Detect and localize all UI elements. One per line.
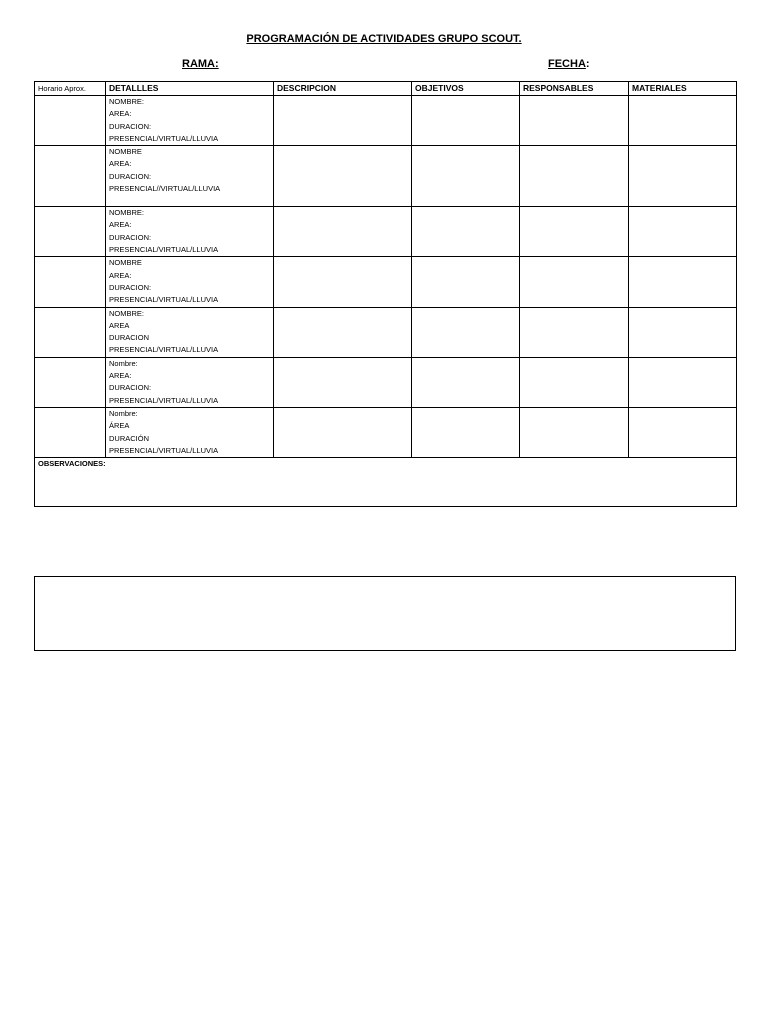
detalle-line: PRESENCIAL/VIRTUAL/LLUVIA <box>109 395 219 405</box>
table-row <box>35 357 737 407</box>
materiales-cell[interactable] <box>629 307 737 357</box>
horario-cell[interactable] <box>35 146 106 207</box>
detalle-line: AREA: <box>109 220 132 230</box>
descripcion-cell[interactable] <box>274 357 412 407</box>
detalles-cell[interactable] <box>106 146 274 207</box>
descripcion-cell[interactable] <box>274 407 412 457</box>
detalle-line: PRESENCIAL/VIRTUAL/LLUVIA <box>109 245 219 255</box>
detalles-cell[interactable] <box>106 96 274 146</box>
detalle-line: Nombre: <box>109 358 138 368</box>
detalle-line: Nombre: <box>109 408 138 418</box>
objetivos-cell[interactable] <box>412 407 520 457</box>
responsables-cell[interactable] <box>520 307 629 357</box>
detalle-line: DURACION: <box>109 383 152 393</box>
materiales-cell[interactable] <box>629 407 737 457</box>
header-horario: Horario Aprox. <box>35 82 106 96</box>
detalle-line: PRESENCIAL/VIRTUAL/LLUVIA <box>109 133 219 143</box>
detalle-line: NOMBRE: <box>109 208 145 218</box>
activities-table <box>34 81 737 507</box>
table-row <box>35 257 737 307</box>
descripcion-cell[interactable] <box>274 307 412 357</box>
detalles-cell[interactable] <box>106 357 274 407</box>
objetivos-cell[interactable] <box>412 146 520 207</box>
detalles-cell[interactable] <box>106 407 274 457</box>
horario-cell[interactable] <box>35 357 106 407</box>
header-row <box>35 82 737 96</box>
horario-cell[interactable] <box>35 96 106 146</box>
header-responsables: RESPONSABLES <box>520 82 629 96</box>
table-row <box>35 146 737 207</box>
notes-box[interactable] <box>34 576 736 651</box>
observaciones-row <box>35 458 737 507</box>
fecha-field <box>548 58 590 70</box>
detalle-line: ÁREA <box>109 421 130 431</box>
detalle-line: AREA: <box>109 270 132 280</box>
header-materiales: MATERIALES <box>629 82 737 96</box>
detalle-line: DURACIÓN <box>109 433 150 443</box>
detalle-line: NOMBRE: <box>109 97 145 106</box>
fecha-colon: : <box>585 58 590 70</box>
table-row <box>35 207 737 257</box>
materiales-cell[interactable] <box>629 207 737 257</box>
table-row <box>35 407 737 457</box>
responsables-cell[interactable] <box>520 407 629 457</box>
descripcion-cell[interactable] <box>274 96 412 146</box>
detalle-line: NOMBRE: <box>109 308 145 318</box>
detalle-line: PRESENCIAL/VIRTUAL/LLUVIA <box>109 345 219 355</box>
descripcion-cell[interactable] <box>274 207 412 257</box>
responsables-cell[interactable] <box>520 257 629 307</box>
descripcion-cell[interactable] <box>274 257 412 307</box>
detalle-line: AREA <box>109 320 130 330</box>
responsables-cell[interactable] <box>520 357 629 407</box>
rama-label: RAMA: <box>182 58 219 70</box>
detalle-line: DURACION: <box>109 232 152 242</box>
detalle-line: PRESENCIAL/VIRTUAL/LLUVIA <box>109 295 219 305</box>
detalle-line: DURACION: <box>109 121 152 131</box>
objetivos-cell[interactable] <box>412 207 520 257</box>
horario-cell[interactable] <box>35 257 106 307</box>
descripcion-cell[interactable] <box>274 146 412 207</box>
objetivos-cell[interactable] <box>412 357 520 407</box>
detalle-line: AREA: <box>109 371 132 381</box>
horario-cell[interactable] <box>35 407 106 457</box>
document-title: PROGRAMACIÓN DE ACTIVIDADES GRUPO SCOUT. <box>246 33 522 45</box>
detalle-line: AREA: <box>109 109 132 119</box>
detalle-line: NOMBRE <box>109 258 142 268</box>
responsables-cell[interactable] <box>520 96 629 146</box>
detalle-line: AREA: <box>109 159 132 169</box>
header-objetivos: OBJETIVOS <box>412 82 520 96</box>
materiales-cell[interactable] <box>629 357 737 407</box>
header-detalles: DETALLLES <box>106 82 274 96</box>
detalles-cell[interactable] <box>106 207 274 257</box>
horario-cell[interactable] <box>35 307 106 357</box>
table-row <box>35 307 737 357</box>
detalle-line: PRESENCIAL/VIRTUAL/LLUVIA <box>109 445 219 455</box>
rama-field <box>182 58 219 70</box>
objetivos-cell[interactable] <box>412 307 520 357</box>
responsables-cell[interactable] <box>520 207 629 257</box>
fecha-label: FECHA <box>548 58 586 70</box>
responsables-cell[interactable] <box>520 146 629 207</box>
detalles-cell[interactable] <box>106 257 274 307</box>
detalle-line: PRESENCIAL//VIRTUAL/LLUVIA <box>109 184 221 194</box>
detalle-line: DURACION: <box>109 171 152 181</box>
materiales-cell[interactable] <box>629 96 737 146</box>
detalle-line: DURACION: <box>109 282 152 292</box>
materiales-cell[interactable] <box>629 257 737 307</box>
detalle-line: NOMBRE <box>109 147 142 157</box>
horario-cell[interactable] <box>35 207 106 257</box>
header-descripcion: DESCRIPCION <box>274 82 412 96</box>
detalle-line: DURACION <box>109 333 150 343</box>
detalles-cell[interactable] <box>106 307 274 357</box>
objetivos-cell[interactable] <box>412 257 520 307</box>
observaciones-cell[interactable] <box>35 458 737 507</box>
materiales-cell[interactable] <box>629 146 737 207</box>
table-row <box>35 96 737 146</box>
observaciones-label: OBSERVACIONES: <box>38 459 106 469</box>
objetivos-cell[interactable] <box>412 96 520 146</box>
